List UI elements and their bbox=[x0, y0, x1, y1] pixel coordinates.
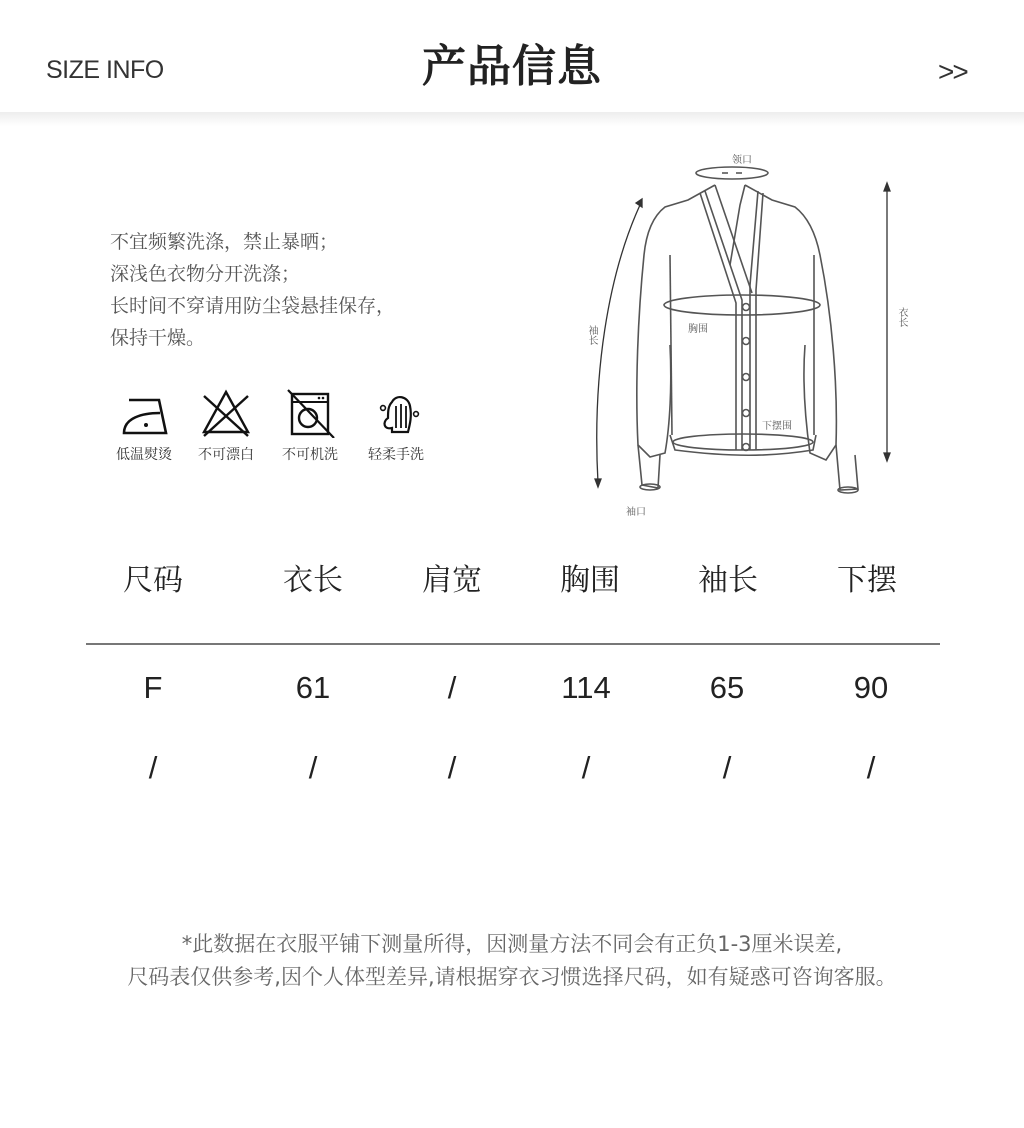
care-icon-label: 低温熨烫 bbox=[116, 447, 172, 463]
no-machine-wash-icon bbox=[280, 388, 340, 438]
footnote-line: 尺码表仅供参考,因个人体型差异,请根据穿衣习惯选择尺码，如有疑惑可咨询客服。 bbox=[127, 965, 897, 989]
table-cell: / bbox=[447, 670, 457, 705]
table-cell: 61 bbox=[295, 670, 331, 705]
hem-label: 下摆围 bbox=[762, 421, 792, 432]
footnote-line: *此数据在衣服平铺下测量所得，因测量方法不同会有正负1-3厘米误差, bbox=[181, 932, 843, 956]
size-table bbox=[86, 555, 940, 615]
page-header bbox=[0, 0, 1024, 112]
table-cell: / bbox=[581, 750, 591, 785]
care-icon-label: 不可机洗 bbox=[282, 447, 338, 463]
care-line: 保持干燥。 bbox=[110, 327, 206, 349]
header-divider bbox=[0, 112, 1024, 126]
more-arrow-icon: >> bbox=[938, 56, 967, 87]
table-header-row bbox=[86, 555, 940, 615]
table-row bbox=[86, 750, 940, 810]
table-divider bbox=[86, 643, 940, 645]
table-cell: 90 bbox=[853, 670, 889, 705]
table-cell: 114 bbox=[561, 670, 611, 705]
table-cell: / bbox=[447, 750, 457, 785]
care-icon-item bbox=[104, 388, 184, 464]
care-line: 长时间不穿请用防尘袋悬挂保存， bbox=[110, 295, 396, 317]
measurement-footnote bbox=[0, 928, 1024, 994]
column-header: 尺码 bbox=[123, 563, 183, 598]
column-header: 下摆 bbox=[837, 563, 897, 598]
care-icon-label: 不可漂白 bbox=[198, 447, 254, 463]
care-icon-label: 轻柔手洗 bbox=[368, 447, 424, 463]
size-info-label: SIZE INFO bbox=[46, 56, 164, 84]
chest-label: 胸围 bbox=[688, 324, 708, 335]
table-cell: F bbox=[143, 670, 163, 705]
table-cell: / bbox=[866, 750, 876, 785]
care-line: 不宜频繁洗涤，禁止暴晒； bbox=[110, 231, 339, 253]
cuff-label: 袖口 bbox=[626, 507, 646, 518]
care-icon-item bbox=[270, 388, 350, 464]
care-instructions bbox=[110, 226, 395, 354]
size-table-body bbox=[86, 670, 940, 810]
column-header: 肩宽 bbox=[422, 563, 482, 598]
table-row bbox=[86, 670, 940, 750]
length-label: 衣长 bbox=[896, 307, 907, 327]
care-icons bbox=[104, 388, 454, 478]
sleeve-label: 袖长 bbox=[586, 325, 597, 345]
care-line: 深浅色衣物分开洗涤； bbox=[110, 263, 301, 285]
column-header: 胸围 bbox=[560, 563, 620, 598]
care-icon-item bbox=[186, 388, 266, 464]
column-header: 衣长 bbox=[283, 563, 343, 598]
table-cell: / bbox=[148, 750, 158, 785]
iron-low-temp-icon bbox=[114, 388, 174, 438]
hand-wash-icon bbox=[366, 388, 426, 438]
table-cell: 65 bbox=[709, 670, 745, 705]
care-icon-item bbox=[356, 388, 436, 464]
column-header: 袖长 bbox=[698, 563, 758, 598]
cardigan-outline-icon bbox=[580, 145, 920, 520]
garment-measurement-diagram bbox=[580, 145, 920, 520]
no-bleach-icon bbox=[196, 388, 256, 438]
table-cell: / bbox=[722, 750, 732, 785]
collar-label: 领口 bbox=[732, 155, 752, 166]
table-cell: / bbox=[308, 750, 318, 785]
page-title: 产品信息 bbox=[422, 41, 602, 92]
